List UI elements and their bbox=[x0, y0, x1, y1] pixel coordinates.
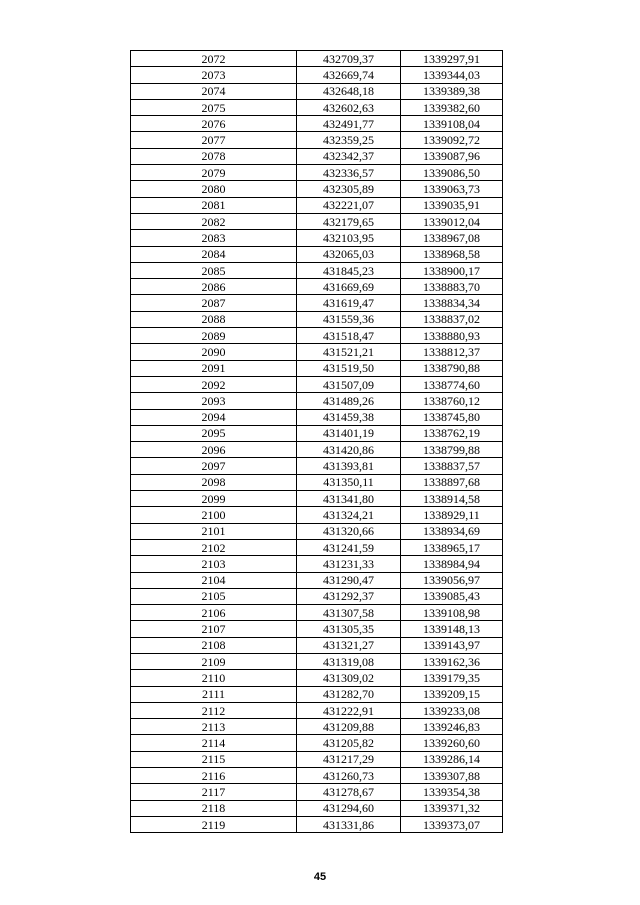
y-coordinate-cell: 1339179,35 bbox=[401, 670, 503, 686]
table-row bbox=[131, 621, 503, 637]
y-coordinate-cell: 1338984,94 bbox=[401, 556, 503, 572]
y-coordinate-cell: 1339260,60 bbox=[401, 735, 503, 751]
x-coordinate-cell: 431350,11 bbox=[297, 474, 401, 490]
table-row bbox=[131, 735, 503, 751]
page-number: 45 bbox=[313, 871, 327, 883]
table-row bbox=[131, 279, 503, 295]
y-coordinate-cell: 1339233,08 bbox=[401, 702, 503, 718]
y-coordinate-cell: 1339056,97 bbox=[401, 572, 503, 588]
x-coordinate-cell: 431459,38 bbox=[297, 409, 401, 425]
table-row bbox=[131, 165, 503, 181]
table-row bbox=[131, 213, 503, 229]
x-coordinate-cell: 432491,77 bbox=[297, 116, 401, 132]
x-coordinate-cell: 432648,18 bbox=[297, 83, 401, 99]
table-row bbox=[131, 230, 503, 246]
point-number-cell: 2112 bbox=[131, 702, 297, 718]
x-coordinate-cell: 431320,66 bbox=[297, 523, 401, 539]
point-number-cell: 2092 bbox=[131, 376, 297, 392]
y-coordinate-cell: 1338883,70 bbox=[401, 279, 503, 295]
point-number-cell: 2117 bbox=[131, 784, 297, 800]
x-coordinate-cell: 431278,67 bbox=[297, 784, 401, 800]
point-number-cell: 2090 bbox=[131, 344, 297, 360]
x-coordinate-cell: 431401,19 bbox=[297, 425, 401, 441]
y-coordinate-cell: 1339373,07 bbox=[401, 816, 503, 832]
point-number-cell: 2093 bbox=[131, 393, 297, 409]
x-coordinate-cell: 432103,95 bbox=[297, 230, 401, 246]
point-number-cell: 2102 bbox=[131, 539, 297, 555]
y-coordinate-cell: 1339092,72 bbox=[401, 132, 503, 148]
point-number-cell: 2109 bbox=[131, 653, 297, 669]
x-coordinate-cell: 432602,63 bbox=[297, 99, 401, 115]
x-coordinate-cell: 432305,89 bbox=[297, 181, 401, 197]
table-row bbox=[131, 572, 503, 588]
table-row bbox=[131, 99, 503, 115]
table-row bbox=[131, 653, 503, 669]
point-number-cell: 2106 bbox=[131, 605, 297, 621]
table-row bbox=[131, 588, 503, 604]
x-coordinate-cell: 431305,35 bbox=[297, 621, 401, 637]
x-coordinate-cell: 431845,23 bbox=[297, 262, 401, 278]
point-number-cell: 2079 bbox=[131, 165, 297, 181]
x-coordinate-cell: 432179,65 bbox=[297, 213, 401, 229]
table-row bbox=[131, 523, 503, 539]
table-row bbox=[131, 768, 503, 784]
x-coordinate-cell: 432065,03 bbox=[297, 246, 401, 262]
y-coordinate-cell: 1338790,88 bbox=[401, 360, 503, 376]
y-coordinate-cell: 1338929,11 bbox=[401, 507, 503, 523]
x-coordinate-cell: 431292,37 bbox=[297, 588, 401, 604]
x-coordinate-cell: 431519,50 bbox=[297, 360, 401, 376]
y-coordinate-cell: 1339086,50 bbox=[401, 165, 503, 181]
y-coordinate-cell: 1339371,32 bbox=[401, 800, 503, 816]
x-coordinate-cell: 431619,47 bbox=[297, 295, 401, 311]
x-coordinate-cell: 431324,21 bbox=[297, 507, 401, 523]
x-coordinate-cell: 432336,57 bbox=[297, 165, 401, 181]
table-row bbox=[131, 67, 503, 83]
table-row bbox=[131, 719, 503, 735]
y-coordinate-cell: 1339246,83 bbox=[401, 719, 503, 735]
table-row bbox=[131, 344, 503, 360]
y-coordinate-cell: 1339148,13 bbox=[401, 621, 503, 637]
y-coordinate-cell: 1339307,88 bbox=[401, 768, 503, 784]
table-row bbox=[131, 181, 503, 197]
y-coordinate-cell: 1339085,43 bbox=[401, 588, 503, 604]
x-coordinate-cell: 431507,09 bbox=[297, 376, 401, 392]
point-number-cell: 2073 bbox=[131, 67, 297, 83]
coordinates-table-body bbox=[131, 51, 503, 833]
table-row bbox=[131, 474, 503, 490]
table-row bbox=[131, 376, 503, 392]
point-number-cell: 2080 bbox=[131, 181, 297, 197]
x-coordinate-cell: 431518,47 bbox=[297, 328, 401, 344]
x-coordinate-cell: 432221,07 bbox=[297, 197, 401, 213]
table-row bbox=[131, 800, 503, 816]
table-row bbox=[131, 360, 503, 376]
point-number-cell: 2107 bbox=[131, 621, 297, 637]
x-coordinate-cell: 431307,58 bbox=[297, 605, 401, 621]
y-coordinate-cell: 1339389,38 bbox=[401, 83, 503, 99]
point-number-cell: 2094 bbox=[131, 409, 297, 425]
point-number-cell: 2105 bbox=[131, 588, 297, 604]
x-coordinate-cell: 431290,47 bbox=[297, 572, 401, 588]
point-number-cell: 2072 bbox=[131, 51, 297, 67]
point-number-cell: 2085 bbox=[131, 262, 297, 278]
y-coordinate-cell: 1339297,91 bbox=[401, 51, 503, 67]
point-number-cell: 2081 bbox=[131, 197, 297, 213]
y-coordinate-cell: 1338914,58 bbox=[401, 491, 503, 507]
table-row bbox=[131, 425, 503, 441]
y-coordinate-cell: 1339382,60 bbox=[401, 99, 503, 115]
y-coordinate-cell: 1338837,57 bbox=[401, 458, 503, 474]
x-coordinate-cell: 431294,60 bbox=[297, 800, 401, 816]
x-coordinate-cell: 431222,91 bbox=[297, 702, 401, 718]
point-number-cell: 2100 bbox=[131, 507, 297, 523]
point-number-cell: 2084 bbox=[131, 246, 297, 262]
point-number-cell: 2118 bbox=[131, 800, 297, 816]
table-row bbox=[131, 702, 503, 718]
y-coordinate-cell: 1339209,15 bbox=[401, 686, 503, 702]
point-number-cell: 2116 bbox=[131, 768, 297, 784]
x-coordinate-cell: 431489,26 bbox=[297, 393, 401, 409]
y-coordinate-cell: 1338968,58 bbox=[401, 246, 503, 262]
table-row bbox=[131, 556, 503, 572]
point-number-cell: 2103 bbox=[131, 556, 297, 572]
point-number-cell: 2097 bbox=[131, 458, 297, 474]
point-number-cell: 2082 bbox=[131, 213, 297, 229]
x-coordinate-cell: 431321,27 bbox=[297, 637, 401, 653]
point-number-cell: 2087 bbox=[131, 295, 297, 311]
point-number-cell: 2091 bbox=[131, 360, 297, 376]
table-row bbox=[131, 539, 503, 555]
table-row bbox=[131, 132, 503, 148]
table-row bbox=[131, 295, 503, 311]
table-row bbox=[131, 409, 503, 425]
table-row bbox=[131, 458, 503, 474]
y-coordinate-cell: 1338965,17 bbox=[401, 539, 503, 555]
table-row bbox=[131, 491, 503, 507]
x-coordinate-cell: 431319,08 bbox=[297, 653, 401, 669]
x-coordinate-cell: 431217,29 bbox=[297, 751, 401, 767]
x-coordinate-cell: 431282,70 bbox=[297, 686, 401, 702]
table-row bbox=[131, 686, 503, 702]
y-coordinate-cell: 1339108,04 bbox=[401, 116, 503, 132]
table-row bbox=[131, 637, 503, 653]
y-coordinate-cell: 1338897,68 bbox=[401, 474, 503, 490]
point-number-cell: 2114 bbox=[131, 735, 297, 751]
point-number-cell: 2104 bbox=[131, 572, 297, 588]
point-number-cell: 2119 bbox=[131, 816, 297, 832]
y-coordinate-cell: 1339162,36 bbox=[401, 653, 503, 669]
point-number-cell: 2111 bbox=[131, 686, 297, 702]
y-coordinate-cell: 1338774,60 bbox=[401, 376, 503, 392]
point-number-cell: 2078 bbox=[131, 148, 297, 164]
table-row bbox=[131, 784, 503, 800]
y-coordinate-cell: 1339286,14 bbox=[401, 751, 503, 767]
y-coordinate-cell: 1338762,19 bbox=[401, 425, 503, 441]
point-number-cell: 2083 bbox=[131, 230, 297, 246]
x-coordinate-cell: 431231,33 bbox=[297, 556, 401, 572]
point-number-cell: 2115 bbox=[131, 751, 297, 767]
x-coordinate-cell: 431521,21 bbox=[297, 344, 401, 360]
y-coordinate-cell: 1338760,12 bbox=[401, 393, 503, 409]
point-number-cell: 2088 bbox=[131, 311, 297, 327]
table-row bbox=[131, 197, 503, 213]
x-coordinate-cell: 431559,36 bbox=[297, 311, 401, 327]
point-number-cell: 2076 bbox=[131, 116, 297, 132]
x-coordinate-cell: 431205,82 bbox=[297, 735, 401, 751]
y-coordinate-cell: 1338812,37 bbox=[401, 344, 503, 360]
y-coordinate-cell: 1339063,73 bbox=[401, 181, 503, 197]
table-row bbox=[131, 148, 503, 164]
point-number-cell: 2110 bbox=[131, 670, 297, 686]
y-coordinate-cell: 1339344,03 bbox=[401, 67, 503, 83]
table-row bbox=[131, 751, 503, 767]
point-number-cell: 2113 bbox=[131, 719, 297, 735]
table-row bbox=[131, 328, 503, 344]
coordinates-table bbox=[130, 50, 503, 833]
table-row bbox=[131, 393, 503, 409]
x-coordinate-cell: 431331,86 bbox=[297, 816, 401, 832]
x-coordinate-cell: 431241,59 bbox=[297, 539, 401, 555]
table-row bbox=[131, 670, 503, 686]
y-coordinate-cell: 1338967,08 bbox=[401, 230, 503, 246]
x-coordinate-cell: 432359,25 bbox=[297, 132, 401, 148]
y-coordinate-cell: 1338900,17 bbox=[401, 262, 503, 278]
point-number-cell: 2108 bbox=[131, 637, 297, 653]
y-coordinate-cell: 1338934,69 bbox=[401, 523, 503, 539]
y-coordinate-cell: 1339143,97 bbox=[401, 637, 503, 653]
table-row bbox=[131, 246, 503, 262]
x-coordinate-cell: 431669,69 bbox=[297, 279, 401, 295]
x-coordinate-cell: 431260,73 bbox=[297, 768, 401, 784]
point-number-cell: 2096 bbox=[131, 442, 297, 458]
point-number-cell: 2089 bbox=[131, 328, 297, 344]
table-row bbox=[131, 116, 503, 132]
point-number-cell: 2101 bbox=[131, 523, 297, 539]
point-number-cell: 2095 bbox=[131, 425, 297, 441]
point-number-cell: 2074 bbox=[131, 83, 297, 99]
point-number-cell: 2077 bbox=[131, 132, 297, 148]
x-coordinate-cell: 431420,86 bbox=[297, 442, 401, 458]
y-coordinate-cell: 1338837,02 bbox=[401, 311, 503, 327]
table-row bbox=[131, 816, 503, 832]
y-coordinate-cell: 1339354,38 bbox=[401, 784, 503, 800]
y-coordinate-cell: 1339087,96 bbox=[401, 148, 503, 164]
x-coordinate-cell: 431209,88 bbox=[297, 719, 401, 735]
table-row bbox=[131, 83, 503, 99]
y-coordinate-cell: 1338834,34 bbox=[401, 295, 503, 311]
point-number-cell: 2075 bbox=[131, 99, 297, 115]
x-coordinate-cell: 432709,37 bbox=[297, 51, 401, 67]
point-number-cell: 2099 bbox=[131, 491, 297, 507]
point-number-cell: 2098 bbox=[131, 474, 297, 490]
table-row bbox=[131, 605, 503, 621]
table-row bbox=[131, 442, 503, 458]
x-coordinate-cell: 432342,37 bbox=[297, 148, 401, 164]
y-coordinate-cell: 1338880,93 bbox=[401, 328, 503, 344]
point-number-cell: 2086 bbox=[131, 279, 297, 295]
table-row bbox=[131, 311, 503, 327]
y-coordinate-cell: 1338799,88 bbox=[401, 442, 503, 458]
y-coordinate-cell: 1339012,04 bbox=[401, 213, 503, 229]
y-coordinate-cell: 1338745,80 bbox=[401, 409, 503, 425]
table-row bbox=[131, 51, 503, 67]
table-row bbox=[131, 262, 503, 278]
y-coordinate-cell: 1339035,91 bbox=[401, 197, 503, 213]
x-coordinate-cell: 431309,02 bbox=[297, 670, 401, 686]
x-coordinate-cell: 431341,80 bbox=[297, 491, 401, 507]
x-coordinate-cell: 432669,74 bbox=[297, 67, 401, 83]
x-coordinate-cell: 431393,81 bbox=[297, 458, 401, 474]
table-row bbox=[131, 507, 503, 523]
y-coordinate-cell: 1339108,98 bbox=[401, 605, 503, 621]
